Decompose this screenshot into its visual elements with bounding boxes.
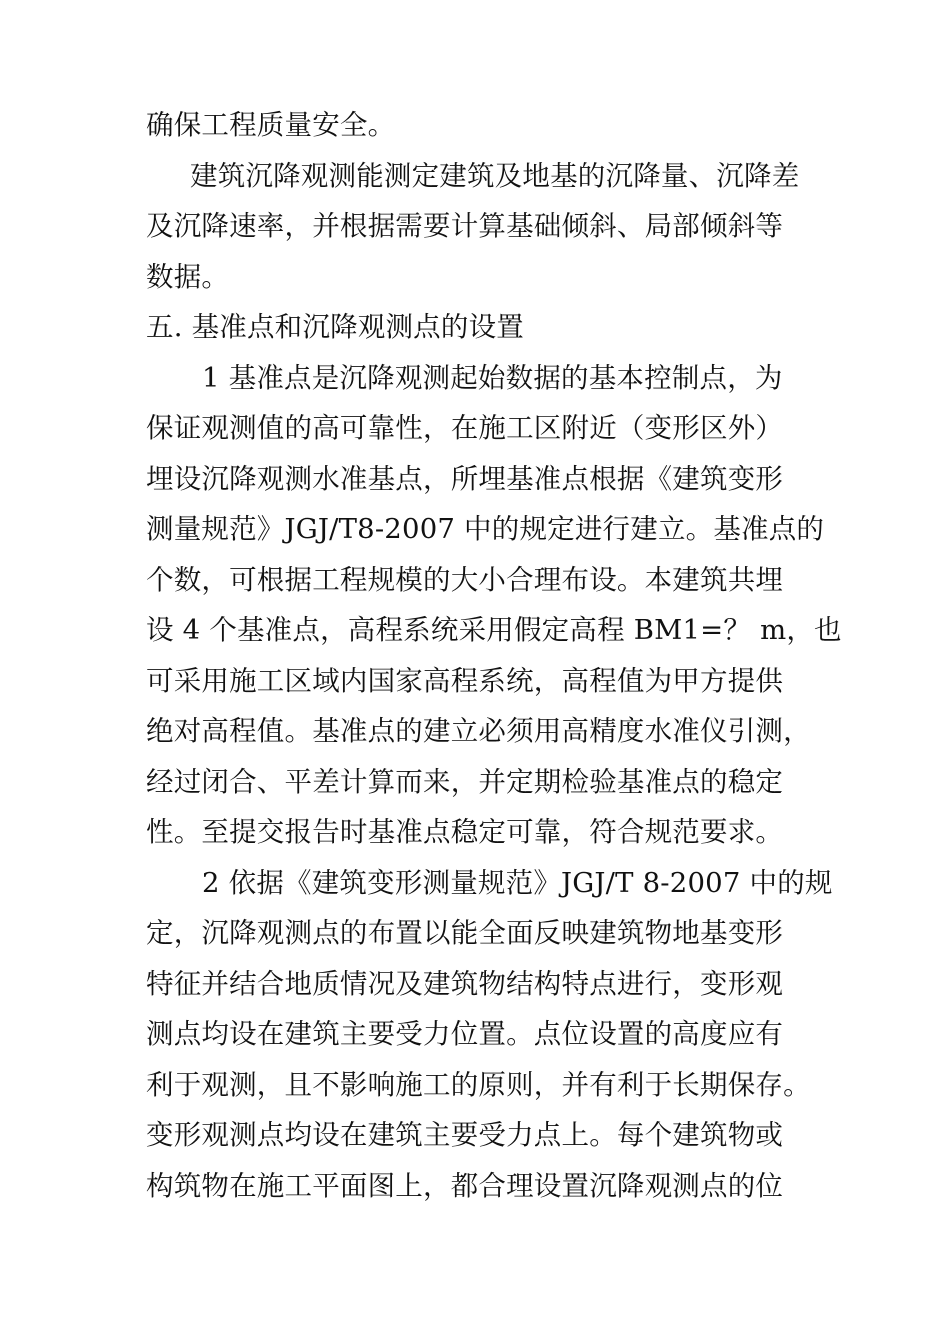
text-line: 变形观测点均设在建筑主要受力点上。每个建筑物或 xyxy=(146,1119,784,1151)
text-line: 埋设沉降观测水准基点，所埋基准点根据《建筑变形 xyxy=(146,462,784,495)
text-line: 及沉降速率，并根据需要计算基础倾斜、局部倾斜等 xyxy=(146,210,784,242)
text-line: 定，沉降观测点的布置以能全面反映建筑物地基变形 xyxy=(146,917,784,949)
text-line: 测量规范》JGJ/T8-2007 中的规定进行建立。基准点的 xyxy=(146,513,825,545)
text-line: 建筑沉降观测能测定建筑及地基的沉降量、沉降差 xyxy=(190,159,800,192)
text-line: 保证观测值的高可靠性，在施工区附近（变形区外） xyxy=(146,412,784,444)
text-line: 利于观测，且不影响施工的原则，并有利于长期保存。 xyxy=(146,1068,811,1101)
text-line: 设 4 个基准点，高程系统采用假定高程 BM1=？ m，也 xyxy=(146,614,842,646)
text-line: 个数，可根据工程规模的大小合理布设。本建筑共埋 xyxy=(146,563,784,596)
text-line: 构筑物在施工平面图上，都合理设置沉降观测点的位 xyxy=(146,1169,784,1202)
text-line: 绝对高程值。基准点的建立必须用高精度水准仪引测， xyxy=(146,715,811,747)
text-line: 数据。 xyxy=(146,260,230,293)
text-line: 性。至提交报告时基准点稳定可靠，符合规范要求。 xyxy=(146,816,784,848)
text-line: 2 依据《建筑变形测量规范》JGJ/T 8-2007 中的规 xyxy=(202,866,833,899)
text-line: 1 基准点是沉降观测起始数据的基本控制点，为 xyxy=(202,361,783,394)
text-line: 测点均设在建筑主要受力位置。点位设置的高度应有 xyxy=(146,1018,784,1050)
document-body xyxy=(146,100,842,1211)
section-heading: 五. 基准点和沉降观测点的设置 xyxy=(146,311,524,343)
text-line: 确保工程质量安全。 xyxy=(146,109,396,141)
text-line: 可采用施工区域内国家高程系统，高程值为甲方提供 xyxy=(146,664,784,697)
text-line: 特征并结合地质情况及建筑物结构特点进行，变形观 xyxy=(146,967,784,1000)
text-line: 经过闭合、平差计算而来，并定期检验基准点的稳定 xyxy=(146,765,784,798)
